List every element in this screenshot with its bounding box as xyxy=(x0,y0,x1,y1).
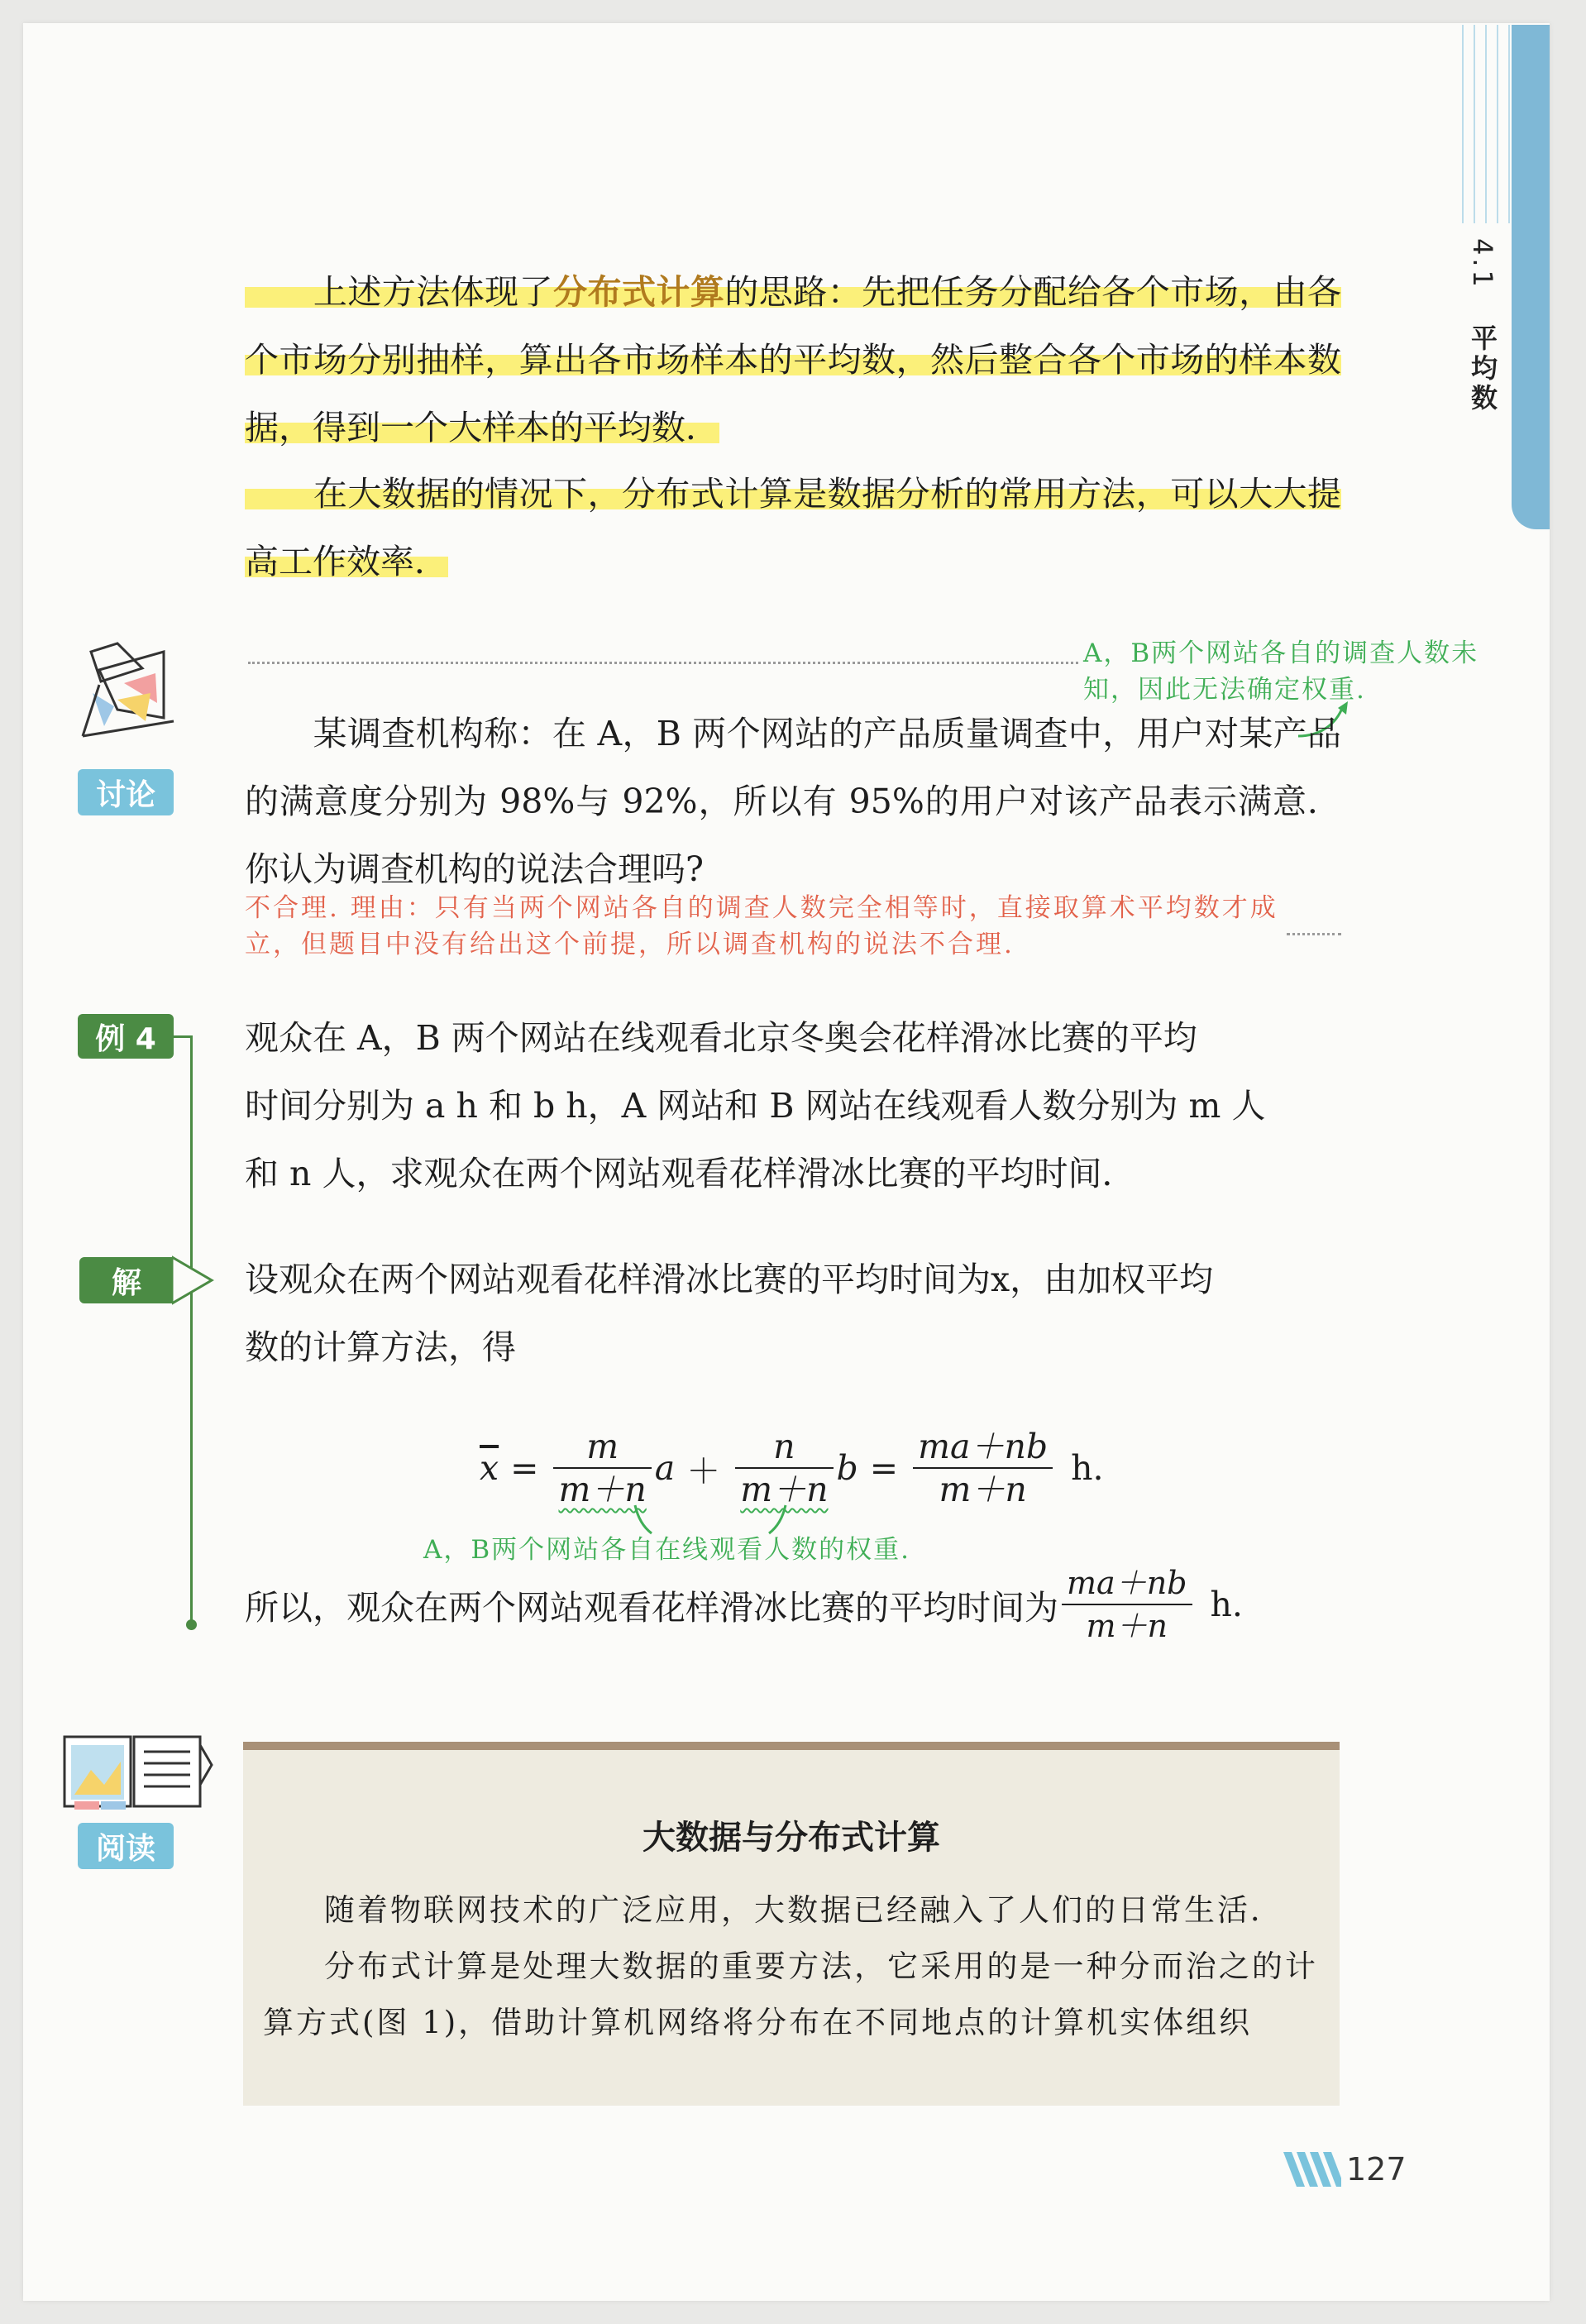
discussion-answer: 不合理. 理由：只有当两个网站各自的调查人数完全相等时，直接取算术平均数才成立，但题目中没有给出这个前提，所以调查机构的说法不合理. xyxy=(245,893,1278,959)
solution-label: 解 xyxy=(79,1257,174,1303)
example-line-3: 和 n 人，求观众在两个网站观看花样滑冰比赛的平均时间． xyxy=(245,1154,1136,1193)
reading-paragraph-1: 随着物联网技术的广泛应用，大数据已经融入了人们的日常生活． xyxy=(324,1892,1283,1928)
solution-arrow-icon xyxy=(172,1254,218,1307)
solution-intro-line-1: 设观众在两个网站观看花样滑冰比赛的平均时间为x，由加权平均 xyxy=(245,1260,1214,1299)
chapter-title: 平均数 xyxy=(1467,324,1498,414)
page-stripes-icon xyxy=(1282,2150,1341,2188)
side-decor-lines xyxy=(1459,25,1512,223)
fraction-result-denominator: m＋n xyxy=(939,1470,1027,1509)
example-text xyxy=(245,1004,1341,1207)
chapter-number: 4.1 xyxy=(1467,238,1498,290)
discussion-icon xyxy=(66,635,190,759)
fraction-n-numerator: n xyxy=(773,1427,795,1466)
para2-text: 在大数据的情况下，分布式计算是数据分析的常用方法，可以大大提高工作效率． xyxy=(245,474,1341,581)
weight-note: A，B两个网站各自在线观看人数的权重. xyxy=(423,1535,911,1565)
discussion-label: 讨论 xyxy=(78,769,174,815)
example-label: 例 4 xyxy=(78,1014,174,1059)
para1-post: 的思路：先把任务分配给各个市场，由各个市场分别抽样，算出各市场样本的平均数，然后整合各个市场的样本数据，得到一个大样本的平均数． xyxy=(245,272,1342,447)
reading-title: 大数据与分布式计算 xyxy=(643,1819,940,1857)
fraction-m-numerator: m xyxy=(586,1427,619,1466)
conclusion-numerator: ma＋nb xyxy=(1067,1565,1187,1601)
dotted-separator-2 xyxy=(1287,933,1341,935)
formula-equals: = xyxy=(510,1448,539,1488)
discussion-question xyxy=(245,700,1341,903)
example-line-1: 观众在 A，B 两个网站在线观看北京冬奥会花样滑冰比赛的平均 xyxy=(245,1018,1197,1058)
formula-x-bar: $\overline{x}$ xyxy=(480,1448,499,1488)
open-book-icon xyxy=(58,1720,215,1820)
chapter-label xyxy=(1464,238,1502,414)
fraction-result-numerator: ma＋nb xyxy=(918,1427,1049,1466)
chapter-side-tab xyxy=(1512,25,1550,529)
formula-b: b xyxy=(836,1448,858,1488)
page-number xyxy=(1282,2150,1407,2188)
example-vertical-line xyxy=(190,1035,193,1623)
paragraph-distributed-idea xyxy=(245,258,1341,461)
fraction-n xyxy=(735,1426,833,1510)
page-number-text: 127 xyxy=(1346,2151,1407,2188)
dotted-separator xyxy=(248,662,1078,664)
formula-a: a xyxy=(654,1448,676,1488)
example-connector xyxy=(172,1035,192,1038)
reading-box xyxy=(243,1742,1340,2106)
para1-pre: 上述方法体现了 xyxy=(313,272,554,312)
fraction-result xyxy=(913,1426,1053,1510)
solution-intro xyxy=(245,1246,1341,1381)
discussion-question-text: 某调查机构称：在 A，B 两个网站的产品质量调查中，用户对某产品的满意度分别为 98%与 92%，所以有 95%的用户对该产品表示满意．你认为调查机构的说法合理吗? xyxy=(245,714,1341,889)
fraction-n-denominator: m＋n xyxy=(740,1470,829,1509)
example-end-dot xyxy=(186,1619,197,1630)
formula-equals-2: = xyxy=(869,1448,899,1488)
fraction-m-denominator: m＋n xyxy=(558,1470,647,1509)
key-term: 分布式计算 xyxy=(553,272,725,312)
solution-intro-line-2: 数的计算方法，得 xyxy=(245,1327,516,1367)
reading-paragraph-2: 分布式计算是处理大数据的重要方法，它采用的是一种分而治之的计算方式(图 1)，借助计算机网络将分布在不同地点的计算机实体组织 xyxy=(263,1949,1318,2040)
formula-plus: ＋ xyxy=(686,1451,721,1491)
reading-text xyxy=(263,1882,1318,2051)
discussion-margin-note: A，B两个网站各自的调查人数未知，因此无法确定权重. xyxy=(1083,638,1479,705)
paragraph-big-data xyxy=(245,460,1341,595)
conclusion-fraction xyxy=(1062,1562,1192,1647)
solution-conclusion xyxy=(245,1555,1341,1654)
highlighted-text xyxy=(245,272,1341,447)
fraction-m xyxy=(553,1426,651,1510)
example-line-2: 时间分别为 a h 和 b h，A 网站和 B 网站在线观看人数分别为 m 人 xyxy=(245,1086,1266,1126)
reading-label: 阅读 xyxy=(78,1823,174,1869)
conclusion-denominator: m＋n xyxy=(1086,1608,1168,1644)
conclusion-unit: h. xyxy=(1210,1585,1243,1624)
formula-unit: h. xyxy=(1071,1448,1104,1488)
highlighted-text-2 xyxy=(245,474,1341,581)
conclusion-text: 所以，观众在两个网站观看花样滑冰比赛的平均时间为 xyxy=(245,1587,1058,1628)
